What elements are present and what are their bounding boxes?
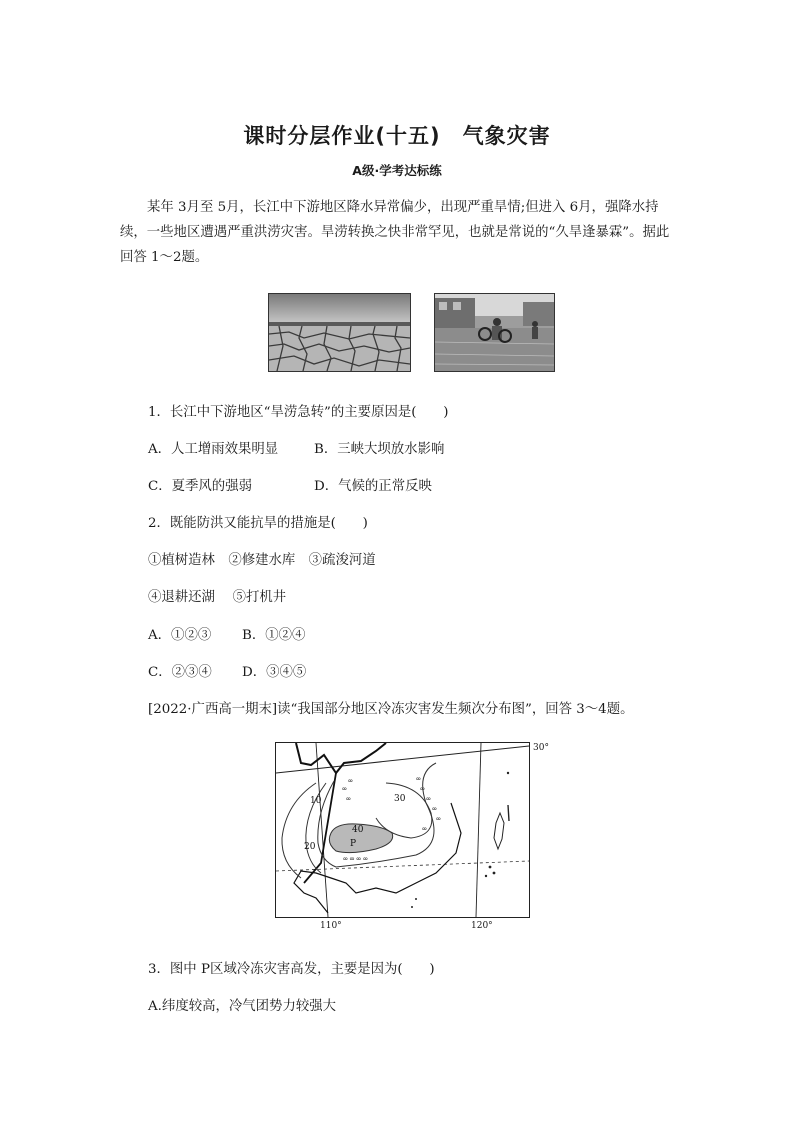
question-1-option-d: D．气候的正常反映 bbox=[314, 479, 432, 494]
question-2-option-c: C．②③④ bbox=[148, 665, 212, 680]
frost-frequency-map bbox=[275, 742, 530, 918]
longitude-label-120: 120° bbox=[471, 921, 493, 931]
question-1-option-c: C．夏季风的强弱 bbox=[148, 479, 252, 494]
question-2-items-line2: ④退耕还湖 ⑤打机井 bbox=[148, 590, 287, 605]
svg-text:ᢁ: ᢁ bbox=[348, 778, 353, 785]
page-title: 课时分层作业(十五) 气象灾害 bbox=[243, 124, 551, 148]
region-p-label: P bbox=[350, 839, 357, 849]
question-2-stem: 2．既能防洪又能抗旱的措施是( ) bbox=[148, 516, 368, 531]
svg-text:ᢁ: ᢁ bbox=[436, 816, 441, 823]
svg-text:ᢁ: ᢁ bbox=[342, 786, 347, 793]
svg-text:ᢁ: ᢁ bbox=[422, 826, 427, 833]
flood-photo bbox=[434, 293, 555, 372]
svg-text:ᢁ: ᢁ bbox=[426, 796, 431, 803]
longitude-label-110: 110° bbox=[320, 921, 342, 931]
section-subtitle: A级·学考达标练 bbox=[352, 163, 442, 178]
svg-text:ᢁ: ᢁ bbox=[420, 786, 425, 793]
questions-3-4-intro: [2022·广西高一期末]读“我国部分地区冷冻灾害发生频次分布图”，回答 3～4题。 bbox=[148, 702, 634, 717]
question-3-stem: 3．图中 P区域冷冻灾害高发，主要是因为( ) bbox=[148, 962, 435, 977]
question-3-option-a: A.纬度较高，冷气团势力较强大 bbox=[148, 999, 337, 1014]
question-2-option-b: B．①②④ bbox=[242, 628, 306, 643]
contour-label-20: 20 bbox=[304, 842, 316, 852]
question-1-option-b: B．三峡大坝放水影响 bbox=[314, 442, 445, 457]
intro-paragraph: 某年 3月至 5月，长江中下游地区降水异常偏少，出现严重旱情;但进入 6月，强降水持续，一些地区遭遇严重洪涝灾害。旱涝转换之快非常罕见，也就是常说的“久旱逢暴霖”。据此回答 1～2题。 bbox=[120, 200, 670, 265]
svg-text:ᢁ: ᢁ bbox=[416, 776, 421, 783]
contour-label-40: 40 bbox=[352, 825, 364, 835]
drought-photo bbox=[268, 293, 411, 372]
question-2-option-d: D．③④⑤ bbox=[242, 665, 307, 680]
question-2-option-a: A．①②③ bbox=[148, 628, 212, 643]
question-1-option-a: A．人工增雨效果明显 bbox=[148, 442, 279, 457]
svg-text:ᢁ ᢁ ᢁ ᢁ: ᢁ ᢁ ᢁ ᢁ bbox=[343, 856, 368, 863]
question-2-items-line1: ①植树造林 ②修建水库 ③疏浚河道 bbox=[148, 553, 376, 568]
svg-text:ᢁ: ᢁ bbox=[346, 796, 351, 803]
latitude-label: 30° bbox=[533, 743, 549, 753]
question-1-stem: 1．长江中下游地区“旱涝急转”的主要原因是( ) bbox=[148, 405, 449, 420]
contour-label-10: 10 bbox=[310, 796, 322, 806]
contour-label-30: 30 bbox=[394, 794, 406, 804]
svg-text:ᢁ: ᢁ bbox=[432, 806, 437, 813]
